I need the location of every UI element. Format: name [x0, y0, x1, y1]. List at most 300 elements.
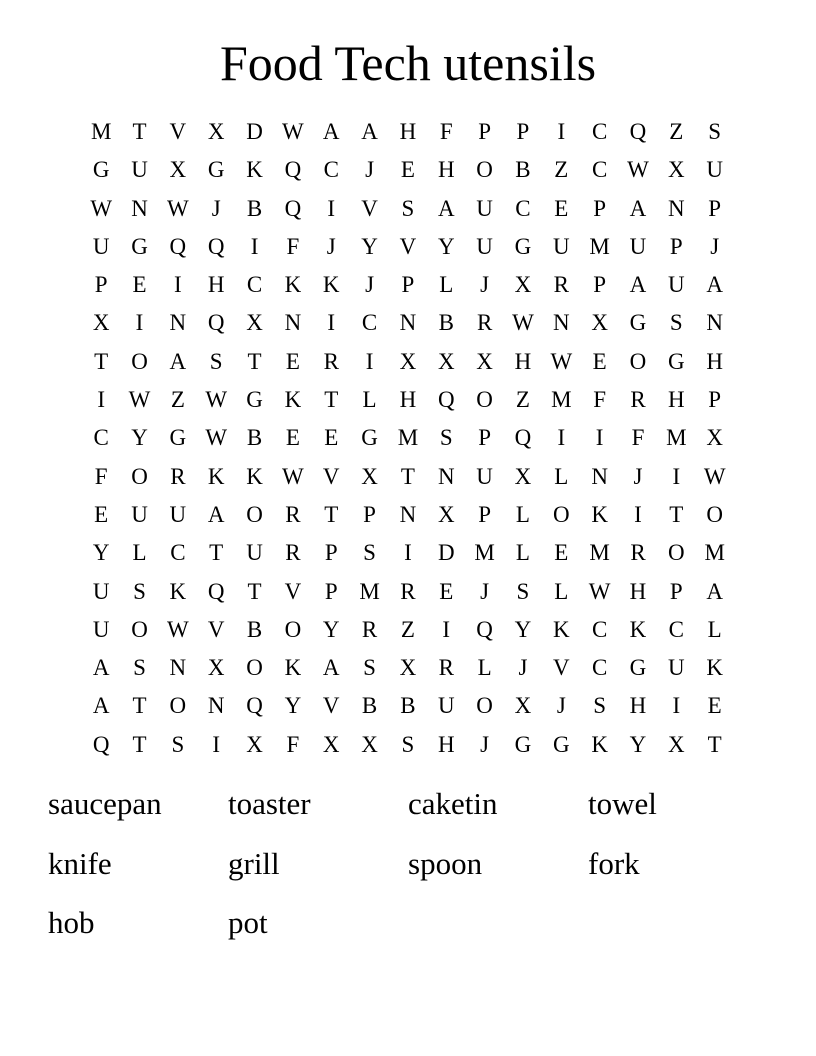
- grid-letter: D: [437, 540, 455, 566]
- word-list-item: caketin: [408, 786, 498, 821]
- grid-letter: I: [250, 233, 259, 259]
- grid-letter: K: [207, 463, 225, 489]
- grid-letter: L: [362, 387, 377, 413]
- grid-letter: M: [589, 233, 610, 259]
- word-list-item: knife: [48, 845, 112, 881]
- grid-letter: X: [399, 655, 417, 681]
- grid-letter: O: [476, 693, 493, 719]
- grid-letter: O: [629, 348, 647, 374]
- grid-letter: X: [668, 157, 685, 183]
- grid-row: [82, 611, 734, 649]
- grid-letter: N: [131, 195, 148, 221]
- grid-letter: U: [92, 233, 110, 259]
- grid-letter: M: [359, 578, 380, 604]
- grid-letter: R: [323, 348, 339, 374]
- grid-letter: L: [554, 463, 569, 489]
- grid-letter: G: [169, 425, 187, 451]
- grid-letter: Y: [284, 693, 302, 719]
- grid-letter: Y: [437, 233, 455, 259]
- grid-letter: E: [324, 425, 339, 451]
- grid-letter: R: [285, 540, 301, 566]
- grid-letter: T: [400, 463, 415, 489]
- word-list-item: fork: [588, 845, 640, 881]
- grid-letter: U: [668, 655, 685, 681]
- grid-letter: X: [207, 655, 225, 681]
- grid-row: [82, 573, 734, 611]
- grid-letter: P: [478, 119, 491, 144]
- grid-letter: O: [131, 348, 148, 374]
- grid-letter: H: [437, 157, 455, 183]
- grid-letter: H: [706, 348, 723, 374]
- grid-letter: U: [92, 616, 110, 642]
- grid-letter: R: [361, 616, 378, 642]
- grid-letter: H: [207, 272, 225, 298]
- grid-letter: J: [480, 578, 490, 604]
- grid-letter: C: [591, 655, 608, 681]
- grid-letter: Q: [514, 425, 532, 451]
- grid-letter: S: [133, 655, 146, 681]
- grid-letter: U: [169, 501, 187, 527]
- grid-letter: U: [437, 693, 455, 719]
- grid-letter: V: [361, 195, 378, 221]
- grid-letter: M: [90, 119, 112, 144]
- grid-letter: R: [630, 387, 646, 413]
- grid-letter: Z: [400, 616, 415, 642]
- grid-letter: K: [552, 616, 570, 642]
- grid-row: [82, 266, 734, 304]
- grid-letter: H: [629, 578, 647, 604]
- grid-letter: G: [629, 655, 647, 681]
- grid-letter: S: [401, 195, 415, 221]
- grid-letter: U: [552, 233, 570, 259]
- grid-letter: O: [668, 540, 685, 566]
- grid-letter: P: [401, 272, 415, 298]
- grid-letter: N: [437, 463, 455, 489]
- grid-letter: P: [94, 272, 108, 298]
- grid-letter: D: [246, 119, 263, 144]
- grid-letter: I: [327, 310, 336, 336]
- grid-letter: U: [92, 578, 110, 604]
- grid-letter: Q: [207, 233, 225, 259]
- grid-letter: P: [516, 119, 530, 144]
- grid-letter: I: [174, 272, 182, 298]
- grid-letter: B: [400, 693, 416, 719]
- grid-letter: A: [322, 119, 340, 144]
- grid-letter: X: [322, 731, 340, 757]
- word-list-item: towel: [588, 786, 657, 821]
- grid-letter: M: [666, 425, 687, 451]
- grid-letter: U: [476, 463, 493, 489]
- grid-letter: G: [361, 425, 378, 451]
- grid-letter: A: [169, 348, 187, 374]
- grid-letter: Q: [284, 157, 302, 183]
- grid-letter: W: [167, 195, 189, 221]
- grid-letter: C: [93, 425, 109, 451]
- grid-letter: K: [591, 731, 608, 757]
- grid-letter: T: [132, 693, 147, 719]
- grid-row: [82, 419, 734, 457]
- grid-letter: P: [363, 501, 376, 527]
- grid-letter: Q: [207, 310, 225, 336]
- grid-letter: H: [514, 348, 532, 374]
- grid-letter: R: [630, 540, 646, 566]
- grid-letter: Z: [170, 387, 185, 413]
- grid-letter: T: [669, 501, 684, 527]
- grid-letter: N: [552, 310, 570, 336]
- grid-letter: O: [284, 616, 302, 642]
- grid-letter: O: [246, 655, 263, 681]
- grid-letter: W: [588, 578, 611, 604]
- grid-letter: E: [132, 272, 147, 298]
- grid-letter: O: [706, 501, 723, 527]
- grid-letter: K: [284, 655, 302, 681]
- grid-letter: R: [400, 578, 416, 604]
- grid-letter: X: [92, 310, 110, 336]
- grid-letter: L: [515, 501, 530, 527]
- grid-letter: G: [207, 157, 225, 183]
- grid-letter: X: [668, 731, 685, 757]
- grid-letter: I: [595, 425, 604, 451]
- grid-letter: H: [399, 119, 417, 144]
- grid-letter: C: [591, 616, 608, 642]
- grid-letter: Z: [515, 387, 530, 413]
- grid-letter: W: [205, 425, 228, 451]
- grid-letter: R: [285, 501, 301, 527]
- grid-letter: I: [634, 501, 642, 527]
- grid-letter: A: [92, 655, 110, 681]
- grid-letter: T: [94, 348, 109, 374]
- grid-letter: H: [629, 693, 647, 719]
- grid-letter: S: [133, 578, 146, 604]
- grid-letter: P: [478, 501, 491, 527]
- grid-letter: M: [474, 540, 495, 566]
- grid-letter: A: [706, 578, 723, 604]
- grid-row: [82, 113, 734, 151]
- grid-letter: P: [324, 540, 338, 566]
- grid-letter: I: [442, 616, 451, 642]
- grid-letter: E: [285, 425, 300, 451]
- grid-letter: O: [552, 501, 570, 527]
- grid-letter: U: [668, 272, 685, 298]
- grid-letter: W: [550, 348, 573, 374]
- word-list-item: saucepan: [48, 786, 162, 821]
- grid-letter: B: [438, 310, 454, 336]
- grid-letter: W: [128, 387, 151, 413]
- grid-letter: T: [132, 731, 147, 757]
- grid-letter: J: [480, 731, 490, 757]
- grid-letter: I: [404, 540, 412, 566]
- grid-letter: X: [361, 463, 378, 489]
- grid-letter: N: [207, 693, 225, 719]
- grid-letter: Y: [322, 616, 340, 642]
- grid-letter: V: [207, 616, 225, 642]
- grid-letter: P: [593, 195, 607, 221]
- grid-letter: S: [171, 731, 185, 757]
- grid-letter: V: [284, 578, 302, 604]
- page-title: Food Tech utensils: [219, 35, 597, 91]
- grid-letter: Y: [514, 616, 532, 642]
- grid-letter: J: [710, 233, 720, 259]
- grid-letter: O: [476, 387, 493, 413]
- grid-letter: C: [591, 157, 608, 183]
- grid-letter: X: [169, 157, 187, 183]
- grid-letter: P: [593, 272, 607, 298]
- grid-row: [82, 190, 734, 228]
- grid-letter: K: [169, 578, 187, 604]
- grid-letter: W: [167, 616, 189, 642]
- grid-letter: U: [476, 195, 493, 221]
- grid-letter: M: [704, 540, 725, 566]
- grid-row: [82, 726, 734, 764]
- grid-letter: U: [131, 157, 148, 183]
- word-list-item: pot: [228, 905, 268, 940]
- grid-letter: E: [707, 693, 722, 719]
- grid-letter: Y: [131, 425, 148, 451]
- grid-letter: J: [518, 655, 528, 681]
- grid-letter: W: [512, 310, 534, 336]
- grid-letter: A: [361, 119, 378, 144]
- grid-letter: I: [672, 463, 681, 489]
- grid-letter: E: [554, 540, 569, 566]
- grid-letter: A: [706, 272, 723, 298]
- word-list: [48, 776, 768, 955]
- grid-letter: Q: [629, 119, 647, 144]
- grid-letter: F: [94, 463, 108, 489]
- grid-letter: N: [668, 195, 685, 221]
- grid-letter: S: [516, 578, 530, 604]
- grid-row: [82, 343, 734, 381]
- grid-letter: L: [707, 616, 722, 642]
- grid-letter: Y: [629, 731, 647, 757]
- grid-letter: Y: [361, 233, 378, 259]
- grid-letter: C: [170, 540, 186, 566]
- grid-letter: I: [135, 310, 144, 336]
- grid-letter: U: [131, 501, 148, 527]
- grid-letter: X: [437, 348, 455, 374]
- grid-letter: C: [515, 195, 531, 221]
- grid-letter: Q: [246, 693, 263, 719]
- grid-letter: W: [205, 387, 228, 413]
- word-list-item: toaster: [228, 786, 311, 821]
- grid-letter: I: [365, 348, 374, 374]
- grid-letter: Q: [437, 387, 455, 413]
- grid-letter: K: [706, 655, 723, 681]
- grid-letter: U: [706, 157, 723, 183]
- grid-letter: O: [476, 157, 493, 183]
- grid-letter: C: [668, 616, 684, 642]
- grid-letter: L: [515, 540, 530, 566]
- grid-letter: F: [631, 425, 645, 451]
- grid-letter: R: [170, 463, 186, 489]
- grid-letter: P: [708, 195, 722, 221]
- grid-letter: N: [399, 310, 417, 336]
- grid-letter: W: [90, 195, 113, 221]
- grid-letter: J: [326, 233, 336, 259]
- grid-letter: P: [478, 425, 491, 451]
- grid-letter: Q: [284, 195, 302, 221]
- grid-letter: B: [361, 693, 378, 719]
- grid-letter: X: [437, 501, 455, 527]
- grid-letter: G: [246, 387, 263, 413]
- grid-letter: G: [514, 731, 532, 757]
- grid-letter: A: [629, 195, 647, 221]
- grid-row: [82, 496, 734, 534]
- grid-letter: Q: [92, 731, 110, 757]
- grid-letter: B: [246, 616, 263, 642]
- grid-letter: Q: [169, 233, 187, 259]
- grid-row: [82, 228, 734, 266]
- grid-letter: P: [708, 387, 722, 413]
- grid-row: [82, 534, 734, 572]
- grid-letter: O: [131, 463, 148, 489]
- word-list-item: hob: [48, 905, 95, 940]
- grid-letter: U: [476, 233, 493, 259]
- grid-letter: F: [286, 731, 300, 757]
- grid-letter: G: [552, 731, 570, 757]
- grid-letter: H: [399, 387, 417, 413]
- grid-letter: F: [286, 233, 300, 259]
- grid-letter: T: [247, 578, 262, 604]
- grid-letter: M: [589, 540, 610, 566]
- grid-letter: X: [399, 348, 417, 374]
- grid-letter: S: [209, 348, 223, 374]
- grid-letter: E: [285, 348, 300, 374]
- grid-letter: B: [246, 195, 263, 221]
- grid-letter: J: [480, 272, 490, 298]
- grid-letter: I: [327, 195, 336, 221]
- grid-letter: I: [97, 387, 105, 413]
- grid-letter: X: [514, 272, 532, 298]
- grid-letter: K: [246, 463, 263, 489]
- grid-letter: E: [592, 348, 607, 374]
- grid-letter: N: [591, 463, 608, 489]
- grid-letter: Z: [554, 157, 569, 183]
- grid-letter: X: [361, 731, 378, 757]
- grid-letter: K: [322, 272, 340, 298]
- grid-letter: W: [282, 463, 304, 489]
- grid-letter: I: [557, 119, 566, 144]
- grid-letter: V: [552, 655, 570, 681]
- grid-letter: C: [323, 157, 339, 183]
- grid-letter: C: [361, 310, 378, 336]
- grid-letter: S: [363, 655, 376, 681]
- grid-letter: X: [706, 425, 723, 451]
- grid-letter: X: [246, 310, 263, 336]
- grid-letter: A: [629, 272, 647, 298]
- grid-letter: P: [669, 578, 683, 604]
- grid-letter: U: [246, 540, 263, 566]
- grid-letter: F: [593, 387, 607, 413]
- grid-letter: E: [94, 501, 109, 527]
- grid-letter: K: [246, 157, 263, 183]
- grid-letter: V: [322, 693, 340, 719]
- grid-letter: A: [92, 693, 110, 719]
- grid-row: [82, 458, 734, 496]
- grid-letter: S: [708, 119, 722, 144]
- grid-letter: I: [212, 731, 221, 757]
- grid-letter: X: [207, 119, 225, 144]
- grid-letter: Y: [92, 540, 110, 566]
- grid-letter: G: [629, 310, 647, 336]
- grid-letter: H: [668, 387, 685, 413]
- grid-letter: L: [132, 540, 147, 566]
- grid-letter: W: [627, 157, 649, 183]
- grid-letter: M: [397, 425, 419, 451]
- grid-letter: W: [282, 119, 304, 144]
- grid-letter: T: [247, 348, 262, 374]
- grid-letter: A: [207, 501, 225, 527]
- grid-letter: G: [668, 348, 685, 374]
- grid-letter: S: [593, 693, 607, 719]
- grid-letter: N: [169, 655, 187, 681]
- grid-letter: A: [322, 655, 340, 681]
- grid-letter: I: [672, 693, 681, 719]
- grid-letter: L: [439, 272, 454, 298]
- grid-letter: J: [365, 272, 375, 298]
- grid-letter: S: [401, 731, 415, 757]
- grid-row: [82, 381, 734, 419]
- grid-letter: R: [553, 272, 569, 298]
- grid-letter: O: [169, 693, 187, 719]
- grid-letter: E: [554, 195, 569, 221]
- grid-letter: X: [514, 463, 532, 489]
- grid-letter: O: [131, 616, 148, 642]
- grid-letter: K: [284, 387, 302, 413]
- grid-letter: M: [551, 387, 572, 413]
- grid-letter: T: [132, 119, 147, 144]
- grid-row: [82, 687, 734, 725]
- grid-letter: O: [246, 501, 263, 527]
- grid-letter: U: [629, 233, 647, 259]
- grid-letter: C: [591, 119, 608, 144]
- grid-letter: V: [322, 463, 340, 489]
- grid-letter: Z: [669, 119, 684, 144]
- word-list-item: spoon: [408, 845, 483, 881]
- grid-letter: T: [324, 501, 339, 527]
- grid-letter: G: [514, 233, 532, 259]
- grid-letter: T: [707, 731, 722, 757]
- grid-letter: A: [437, 195, 455, 221]
- grid-letter: N: [706, 310, 723, 336]
- grid-letter: V: [169, 119, 187, 144]
- grid-letter: P: [324, 578, 338, 604]
- grid-letter: V: [399, 233, 417, 259]
- grid-letter: N: [284, 310, 302, 336]
- grid-letter: P: [669, 233, 683, 259]
- grid-letter: J: [211, 195, 221, 221]
- grid-letter: L: [477, 655, 492, 681]
- grid-letter: Q: [476, 616, 493, 642]
- grid-letter: J: [556, 693, 566, 719]
- word-list-item: grill: [228, 845, 280, 881]
- grid-letter: G: [131, 233, 148, 259]
- grid-letter: J: [633, 463, 643, 489]
- grid-letter: S: [669, 310, 683, 336]
- grid-letter: B: [246, 425, 263, 451]
- grid-letter: H: [437, 731, 455, 757]
- grid-letter: R: [438, 655, 454, 681]
- grid-letter: E: [400, 157, 415, 183]
- grid-letter: L: [554, 578, 569, 604]
- grid-letter: W: [703, 463, 726, 489]
- grid-letter: R: [476, 310, 493, 336]
- grid-letter: X: [476, 348, 493, 374]
- letter-grid: [82, 113, 734, 764]
- grid-letter: N: [169, 310, 187, 336]
- grid-letter: S: [439, 425, 453, 451]
- grid-letter: B: [515, 157, 531, 183]
- grid-letter: Q: [207, 578, 225, 604]
